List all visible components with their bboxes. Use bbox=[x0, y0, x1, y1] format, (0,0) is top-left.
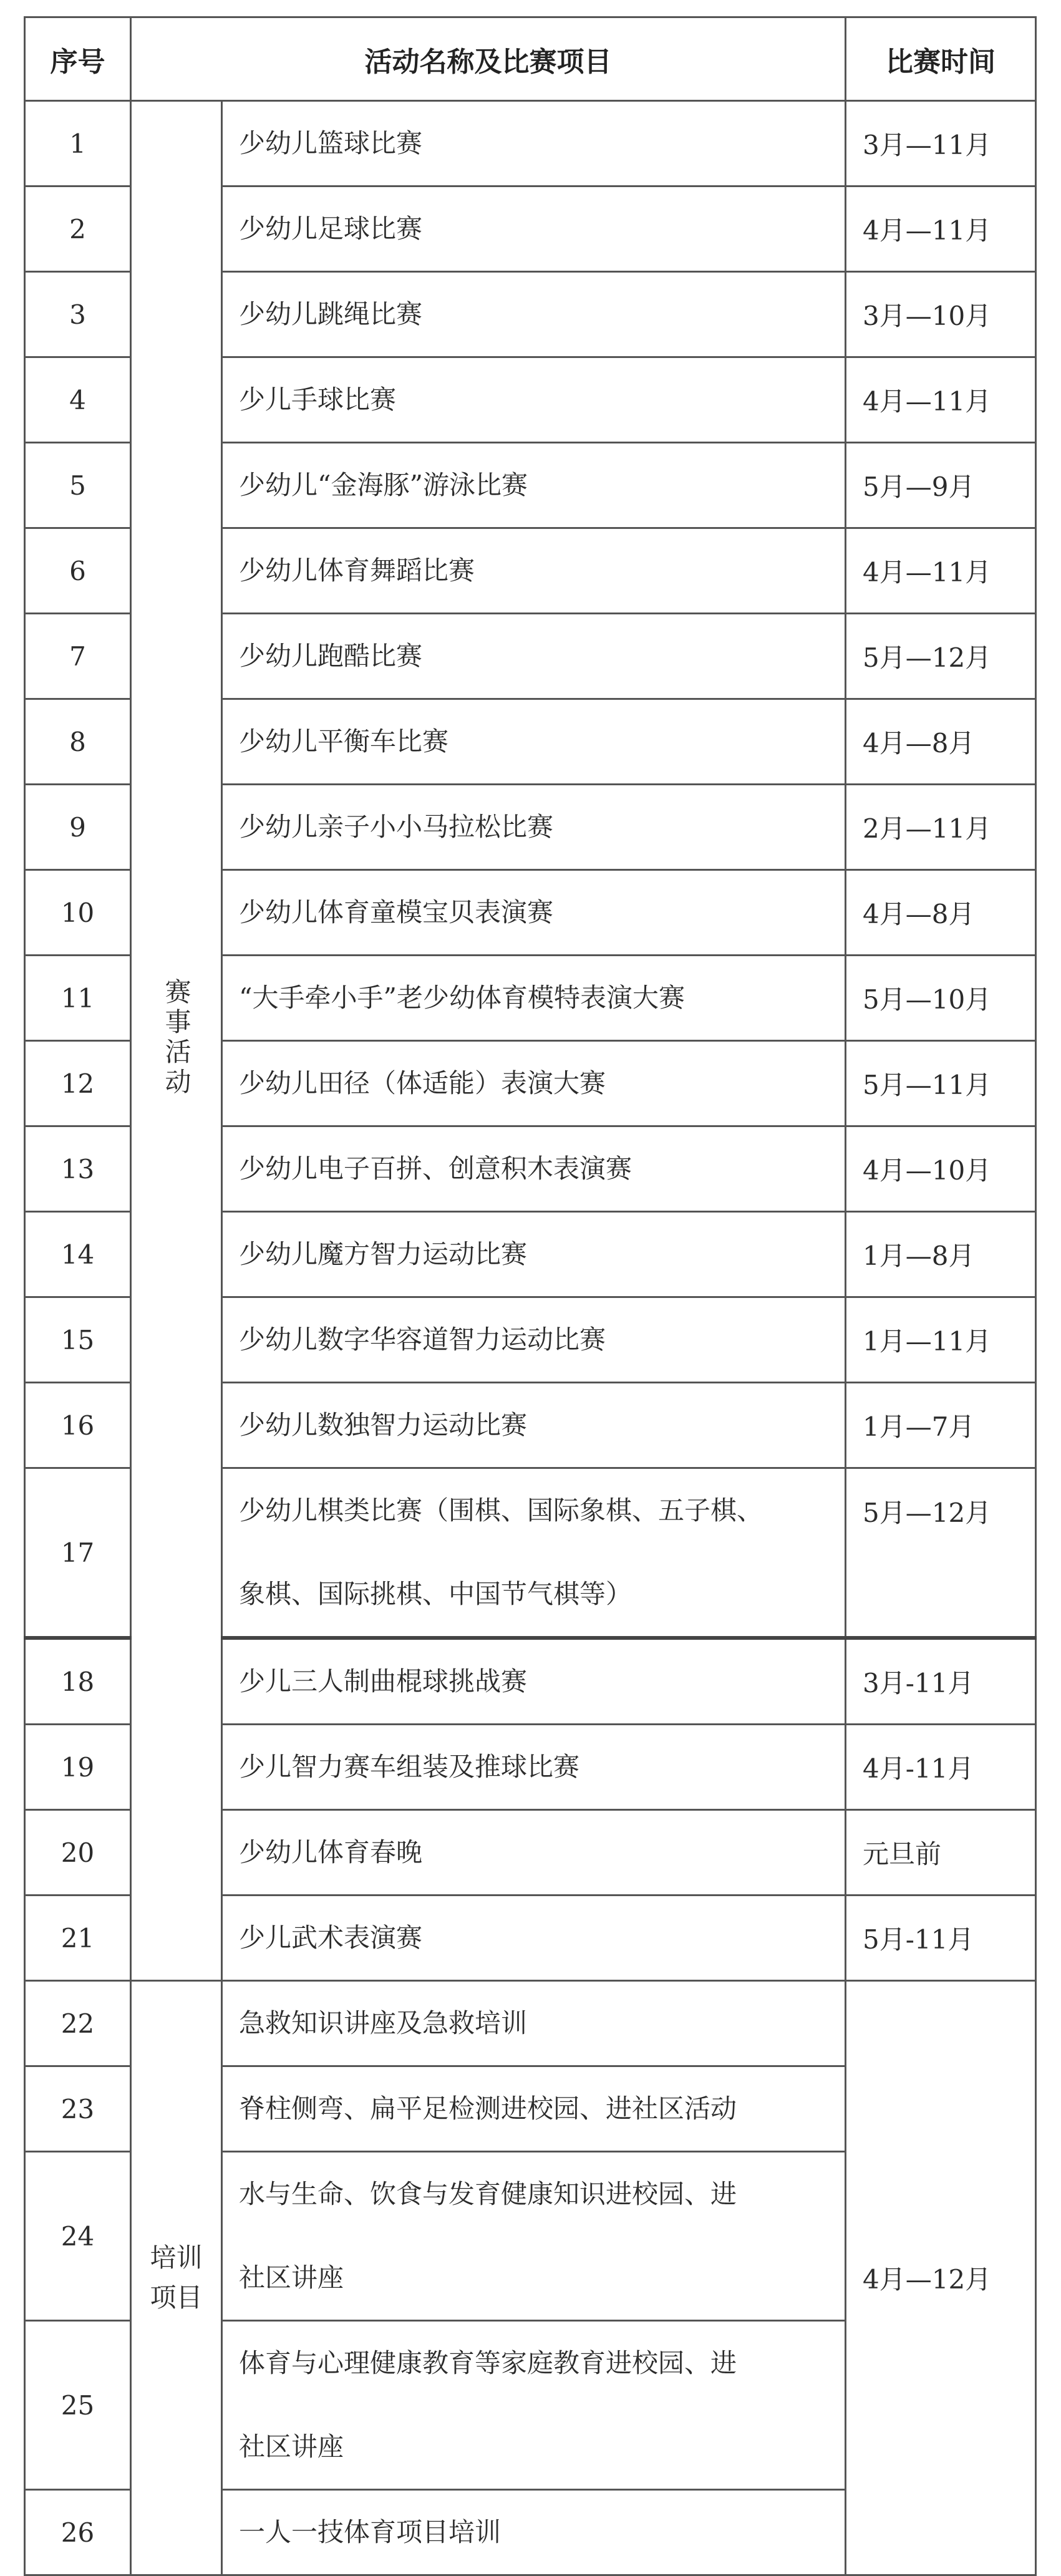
activity-time: 5月—12月 bbox=[846, 614, 1036, 699]
category-events-label: 赛事活动 bbox=[161, 977, 192, 1098]
activity-name bbox=[222, 2321, 846, 2490]
activity-name: 少儿智力赛车组装及推球比赛 bbox=[222, 1725, 846, 1810]
activity-name: 少幼儿跳绳比赛 bbox=[222, 272, 846, 357]
activity-time: 5月—11月 bbox=[846, 1041, 1036, 1126]
activity-name: 一人一技体育项目培训 bbox=[222, 2490, 846, 2575]
activity-time: 3月—11月 bbox=[846, 101, 1036, 186]
activity-time: 4月—8月 bbox=[846, 699, 1036, 785]
activity-name: 少幼儿篮球比赛 bbox=[222, 101, 846, 186]
header-activity-name: 活动名称及比赛项目 bbox=[131, 17, 846, 101]
activity-name-line-1: 体育与心理健康教育等家庭教育进校园、进 bbox=[239, 2348, 737, 2378]
activity-name: 少幼儿体育童模宝贝表演赛 bbox=[222, 870, 846, 956]
header-competition-time: 比赛时间 bbox=[846, 17, 1036, 101]
activity-name-line-2: 社区讲座 bbox=[239, 2431, 344, 2462]
activity-name: 少幼儿体育春晚 bbox=[222, 1810, 846, 1896]
row-number: 16 bbox=[25, 1383, 131, 1468]
activity-name: 少幼儿“金海豚”游泳比赛 bbox=[222, 443, 846, 528]
activity-name-line-2: 象棋、国际挑棋、中国节气棋等） bbox=[239, 1579, 632, 1609]
category-training bbox=[131, 1981, 222, 2575]
activity-time: 4月—11月 bbox=[846, 186, 1036, 272]
activity-time: 5月—12月 bbox=[846, 1468, 1036, 1639]
activity-name: 少幼儿数独智力运动比赛 bbox=[222, 1383, 846, 1468]
row-number: 10 bbox=[25, 870, 131, 956]
table-row bbox=[25, 1981, 1036, 2066]
activity-time: 4月—8月 bbox=[846, 870, 1036, 956]
row-number: 13 bbox=[25, 1126, 131, 1212]
activity-time: 3月—10月 bbox=[846, 272, 1036, 357]
activity-time: 元旦前 bbox=[846, 1810, 1036, 1896]
activity-name: 少幼儿体育舞蹈比赛 bbox=[222, 528, 846, 614]
table-row bbox=[25, 101, 1036, 186]
row-number: 18 bbox=[25, 1638, 131, 1725]
activity-name: 脊柱侧弯、扁平足检测进校园、进社区活动 bbox=[222, 2066, 846, 2152]
activity-time: 1月—8月 bbox=[846, 1212, 1036, 1297]
row-number: 19 bbox=[25, 1725, 131, 1810]
category-training-label-line-1: 培训 bbox=[150, 2242, 203, 2273]
row-number: 25 bbox=[25, 2321, 131, 2490]
row-number: 15 bbox=[25, 1297, 131, 1383]
activity-name-line-1: 少幼儿棋类比赛（围棋、国际象棋、五子棋、 bbox=[239, 1495, 763, 1526]
header-serial-number: 序号 bbox=[25, 17, 131, 101]
activity-name: 少儿三人制曲棍球挑战赛 bbox=[222, 1638, 846, 1725]
activity-name: 少幼儿田径（体适能）表演大赛 bbox=[222, 1041, 846, 1126]
activity-time: 4月—11月 bbox=[846, 528, 1036, 614]
row-number: 12 bbox=[25, 1041, 131, 1126]
activity-time: 1月—7月 bbox=[846, 1383, 1036, 1468]
activity-time: 2月—11月 bbox=[846, 785, 1036, 870]
activity-name: “大手牵小手”老少幼体育模特表演大赛 bbox=[222, 956, 846, 1041]
row-number: 26 bbox=[25, 2490, 131, 2575]
activity-name: 少幼儿数字华容道智力运动比赛 bbox=[222, 1297, 846, 1383]
activity-name-line-2: 社区讲座 bbox=[239, 2262, 344, 2293]
activity-name: 少幼儿足球比赛 bbox=[222, 186, 846, 272]
activity-name: 少幼儿电子百拼、创意积木表演赛 bbox=[222, 1126, 846, 1212]
row-number: 3 bbox=[25, 272, 131, 357]
activity-name: 少儿手球比赛 bbox=[222, 357, 846, 443]
activity-name: 少幼儿魔方智力运动比赛 bbox=[222, 1212, 846, 1297]
activity-name: 急救知识讲座及急救培训 bbox=[222, 1981, 846, 2066]
activity-time: 1月—11月 bbox=[846, 1297, 1036, 1383]
activity-time: 4月-11月 bbox=[846, 1725, 1036, 1810]
activity-time: 5月—9月 bbox=[846, 443, 1036, 528]
row-number: 23 bbox=[25, 2066, 131, 2152]
activity-time: 3月-11月 bbox=[846, 1638, 1036, 1725]
activity-name bbox=[222, 1468, 846, 1639]
row-number: 4 bbox=[25, 357, 131, 443]
activity-name-line-1: 水与生命、饮食与发育健康知识进校园、进 bbox=[239, 2179, 737, 2209]
row-number: 22 bbox=[25, 1981, 131, 2066]
category-training-label-line-2: 项目 bbox=[150, 2282, 203, 2313]
row-number: 9 bbox=[25, 785, 131, 870]
row-number: 24 bbox=[25, 2152, 131, 2321]
activity-name: 少幼儿亲子小小马拉松比赛 bbox=[222, 785, 846, 870]
row-number: 7 bbox=[25, 614, 131, 699]
row-number: 11 bbox=[25, 956, 131, 1041]
row-number: 20 bbox=[25, 1810, 131, 1896]
activity-schedule-document bbox=[24, 16, 1035, 2548]
header-row bbox=[25, 17, 1036, 101]
activity-name bbox=[222, 2152, 846, 2321]
training-time: 4月—12月 bbox=[846, 1981, 1036, 2575]
row-number: 8 bbox=[25, 699, 131, 785]
activity-name: 少幼儿跑酷比赛 bbox=[222, 614, 846, 699]
activity-time: 5月-11月 bbox=[846, 1896, 1036, 1981]
activity-name: 少儿武术表演赛 bbox=[222, 1896, 846, 1981]
row-number: 2 bbox=[25, 186, 131, 272]
activity-name: 少幼儿平衡车比赛 bbox=[222, 699, 846, 785]
activity-time: 5月—10月 bbox=[846, 956, 1036, 1041]
activity-time: 4月—11月 bbox=[846, 357, 1036, 443]
row-number: 14 bbox=[25, 1212, 131, 1297]
row-number: 6 bbox=[25, 528, 131, 614]
row-number: 21 bbox=[25, 1896, 131, 1981]
activity-time: 4月—10月 bbox=[846, 1126, 1036, 1212]
row-number: 1 bbox=[25, 101, 131, 186]
row-number: 5 bbox=[25, 443, 131, 528]
category-events bbox=[131, 101, 222, 1981]
row-number: 17 bbox=[25, 1468, 131, 1639]
activity-schedule-table bbox=[24, 16, 1037, 2576]
